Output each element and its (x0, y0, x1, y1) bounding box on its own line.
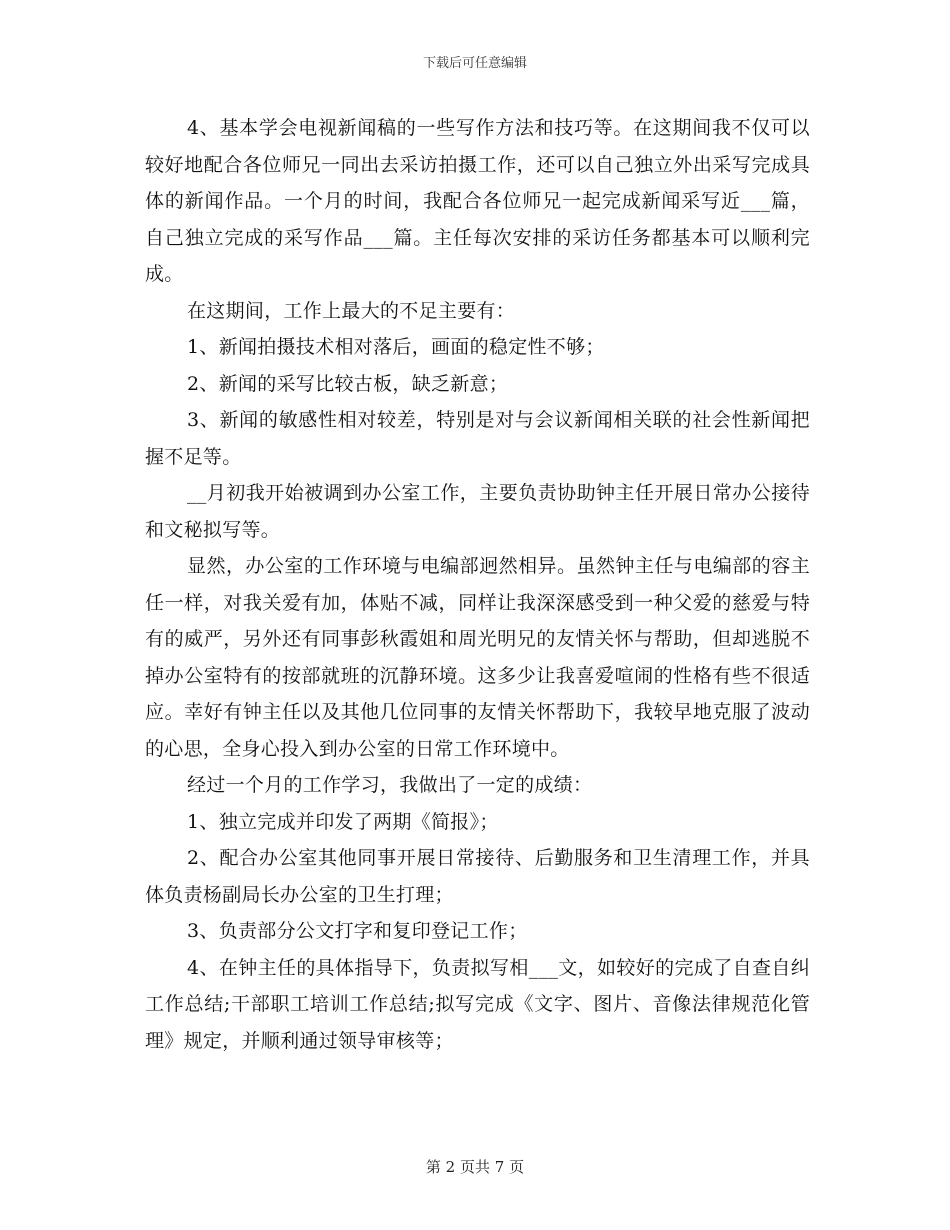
paragraph: __月初我开始被调到办公室工作，主要负责协助钟主任开展日常办公接待和文秘拟写等。 (145, 482, 810, 541)
paragraph: 显然，办公室的工作环境与电编部迥然相异。虽然钟主任与电编部的容主任一样，对我关爱有加，体贴不减，同样让我深深感受到一种父爱的慈爱与特有的威严，另外还有同事彭秋霞姐和周光明兄的友情关怀与帮助，但却逃脱不掉办公室特有的按部就班的沉静环境。这多少让我喜爱喧闹的性格有些不很适应。幸好有钟主任以及其他几位同事的友情关怀帮助下，我较早地克服了波动的心思，全身心投入到办公室的日常工作环境中。 (145, 555, 810, 760)
list-item: 2、配合办公室其他同事开展日常接待、后勤服务和卫生清理工作，并具体负责杨副局长办公室的卫生打理； (145, 847, 810, 906)
page-header: 下载后可任意编辑 (422, 56, 527, 71)
list-item: 3、负责部分公文打字和复印登记工作； (187, 920, 528, 942)
paragraph: 在这期间，工作上最大的不足主要有： (187, 299, 516, 322)
list-item: 1、新闻拍摄技术相对落后，画面的稳定性不够； (187, 336, 605, 358)
list-item: 1、独立完成并印发了两期《简报》； (187, 810, 499, 833)
paragraph: 4、基本学会电视新闻稿的一些写作方法和技巧等。在这期间我不仅可以较好地配合各位师兄一同出去采访拍摄工作，还可以自己独立外出采写完成具体的新闻作品。一个月的时间，我配合各位师兄一起完成新闻采写近___篇，自己独立完成的采写作品___篇。主任每次安排的采访任务都基本可以顺利完成。 (145, 117, 810, 285)
list-item: 4、在钟主任的具体指导下，负责拟写相___文，如较好的完成了自查自纠工作总结;干部职工培训工作总结;拟写完成《文字、图片、音像法律规范化管理》规定，并顺利通过领导审核等； (145, 956, 810, 1052)
paragraph: 经过一个月的工作学习，我做出了一定的成绩： (187, 774, 593, 796)
page-number: 第 2 页共 7 页 (425, 1158, 525, 1176)
document-body (145, 110, 810, 1059)
list-item: 2、新闻的采写比较古板，缺乏新意； (187, 372, 509, 395)
list-item: 3、新闻的敏感性相对较差，特别是对与会议新闻相关联的社会性新闻把握不足等。 (145, 409, 810, 468)
